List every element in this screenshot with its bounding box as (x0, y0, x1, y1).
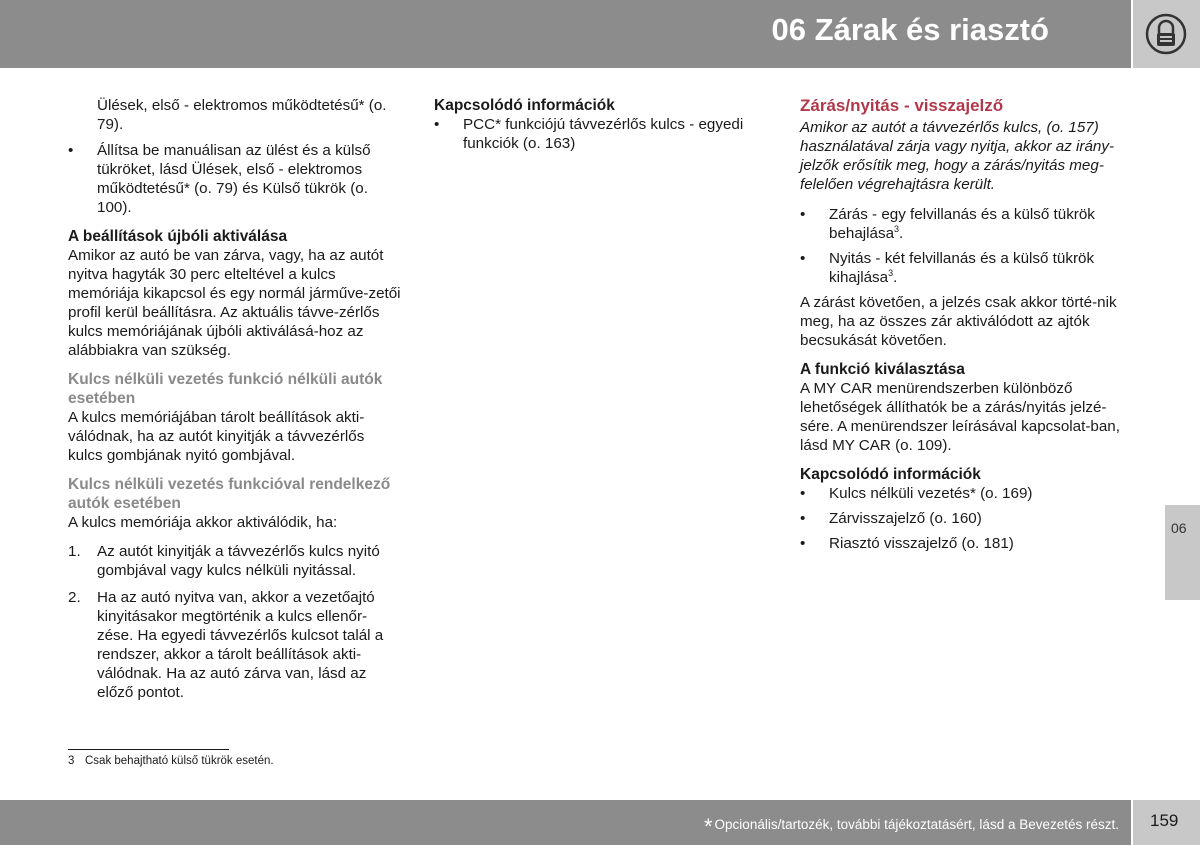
chapter-icon-box (1133, 0, 1200, 68)
subsection-heading: Kulcs nélküli vezetés funkcióval rendelkező autók esetében (68, 476, 391, 512)
bullet-mark: • (800, 535, 806, 552)
related-link-text[interactable]: Zárvisszajelző (o. 160) (829, 510, 982, 527)
related-link-text[interactable]: Kulcs nélküli vezetés* (o. 169) (829, 485, 1033, 502)
footer-note-text: Opcionális/tartozék, további tájékoztatásért, lásd a Bevezetés részt. (714, 817, 1119, 832)
list-item-text: Zárás - egy felvillanás és a külső tükrök behajlása (829, 206, 1095, 242)
asterisk-mark: * (703, 814, 713, 839)
column-1 (68, 96, 403, 710)
paragraph: A zárást követően, a jelzés csak akkor törté-nik meg, ha az összes zár aktiválódott az ajtók becsukását követően. (800, 294, 1117, 349)
numbered-item (68, 588, 403, 702)
chapter-side-tab[interactable] (1165, 505, 1200, 600)
footer-bar (0, 800, 1131, 845)
column-3 (800, 96, 1135, 559)
item-number: 1. (68, 543, 81, 560)
paragraph: A kulcs memóriája akkor aktiválódik, ha: (68, 514, 338, 531)
footnote (68, 755, 274, 767)
footnote-divider (68, 749, 229, 750)
list-item-text: Nyitás - két felvillanás és a külső tükrök kihajlása (829, 250, 1095, 286)
bullet-mark: • (434, 116, 440, 133)
footnote-ref: 3 (894, 223, 900, 234)
subsection-heading: Kulcs nélküli vezetés funkció nélküli autók esetében (68, 371, 383, 407)
item-text: Az autót kinyitják a távvezérlős kulcs nyitó gombjával vagy kulcs nélküli nyitással. (97, 543, 380, 579)
list-item-end: . (893, 269, 898, 286)
continued-text: Ülések, első - elektromos működtetésű* (o. 79). (97, 97, 387, 133)
item-text: Ha az autó nyitva van, akkor a vezetőajtó kinyitásakor megtörténik a kulcs ellenőr-zése. Ha egyedi távvezérlős kulcsot talál a rendszer, akkor a tárolt beállítások akti-válódnak. Ha az autó zárva van, lásd az előző pontot. (97, 589, 384, 701)
bullet-mark: • (800, 510, 806, 527)
related-link-text[interactable]: Riasztó visszajelző (o. 181) (829, 535, 1014, 552)
paragraph: A kulcs memóriájában tárolt beállítások akti-válódnak, ha az autót kinyitják a távvezérlős kulcs gombjának nyitó gombjával. (68, 409, 365, 464)
footnote-number: 3 (68, 755, 75, 767)
related-info-heading: Kapcsolódó információk (800, 466, 981, 483)
related-link-item[interactable] (800, 484, 1135, 503)
chapter-side-tab-label: 06 (1171, 520, 1187, 536)
list-item (800, 249, 1135, 287)
footer-note (704, 814, 1119, 840)
list-item (800, 205, 1135, 243)
section-heading: A funkció kiválasztása (800, 361, 965, 378)
padlock-icon (1145, 12, 1187, 56)
list-item-end: . (899, 225, 904, 242)
bullet-mark: • (800, 485, 806, 502)
bullet-mark: • (68, 142, 74, 159)
footnote-ref: 3 (888, 267, 894, 278)
numbered-item (68, 542, 403, 580)
header-bar (0, 0, 1131, 68)
bullet-mark: • (800, 206, 806, 223)
section-heading: A beállítások újbóli aktiválása (68, 228, 288, 245)
paragraph: A MY CAR menürendszerben különböző lehetőségek állíthatók be a zárás/nyitás jelzé-sére. A menürendszer leírásával kapcsolat-ban, lásd MY CAR (o. 109). (800, 380, 1120, 454)
column-2 (434, 96, 774, 159)
list-item (68, 141, 403, 217)
list-item-text: Állítsa be manuálisan az ülést és a külső tükröket, lásd Ülések, első - elektromos működtetésű* (o. 79) és Külső tükrök (o. 100). (97, 142, 371, 216)
bullet-mark: • (800, 250, 806, 267)
page-number-box (1133, 800, 1200, 845)
chapter-title: 06 Zárak és riasztó (771, 12, 1049, 47)
paragraph: Amikor az autó be van zárva, vagy, ha az autót nyitva hagyták 30 perc elteltével a kulcs memóriája kikapcsol és egy normál járműve-zetői profil kerül beállításra. Az aktuális távve-zérlős kulcs memóriájának újbóli aktiválásá-hoz az alábbiakra van szükség. (68, 247, 401, 359)
related-link-item[interactable] (800, 534, 1135, 553)
section-title: Zárás/nyitás - visszajelző (800, 96, 1004, 115)
footnote-text: Csak behajtható külső tükrök esetén. (85, 755, 274, 767)
page-number: 159 (1150, 811, 1179, 830)
related-link-item[interactable] (434, 115, 774, 153)
intro-text: Amikor az autót a távvezérlős kulcs, (o. 157) használatával zárja vagy nyitja, akkor az irány-jelzők erősítik meg, hogy a zárás/nyitás meg-felelően végrehajtásra került. (800, 119, 1115, 193)
related-info-heading: Kapcsolódó információk (434, 97, 615, 114)
item-number: 2. (68, 589, 81, 606)
related-link-text[interactable]: PCC* funkciójú távvezérlős kulcs - egyedi funkciók (o. 163) (463, 116, 744, 152)
related-link-item[interactable] (800, 509, 1135, 528)
